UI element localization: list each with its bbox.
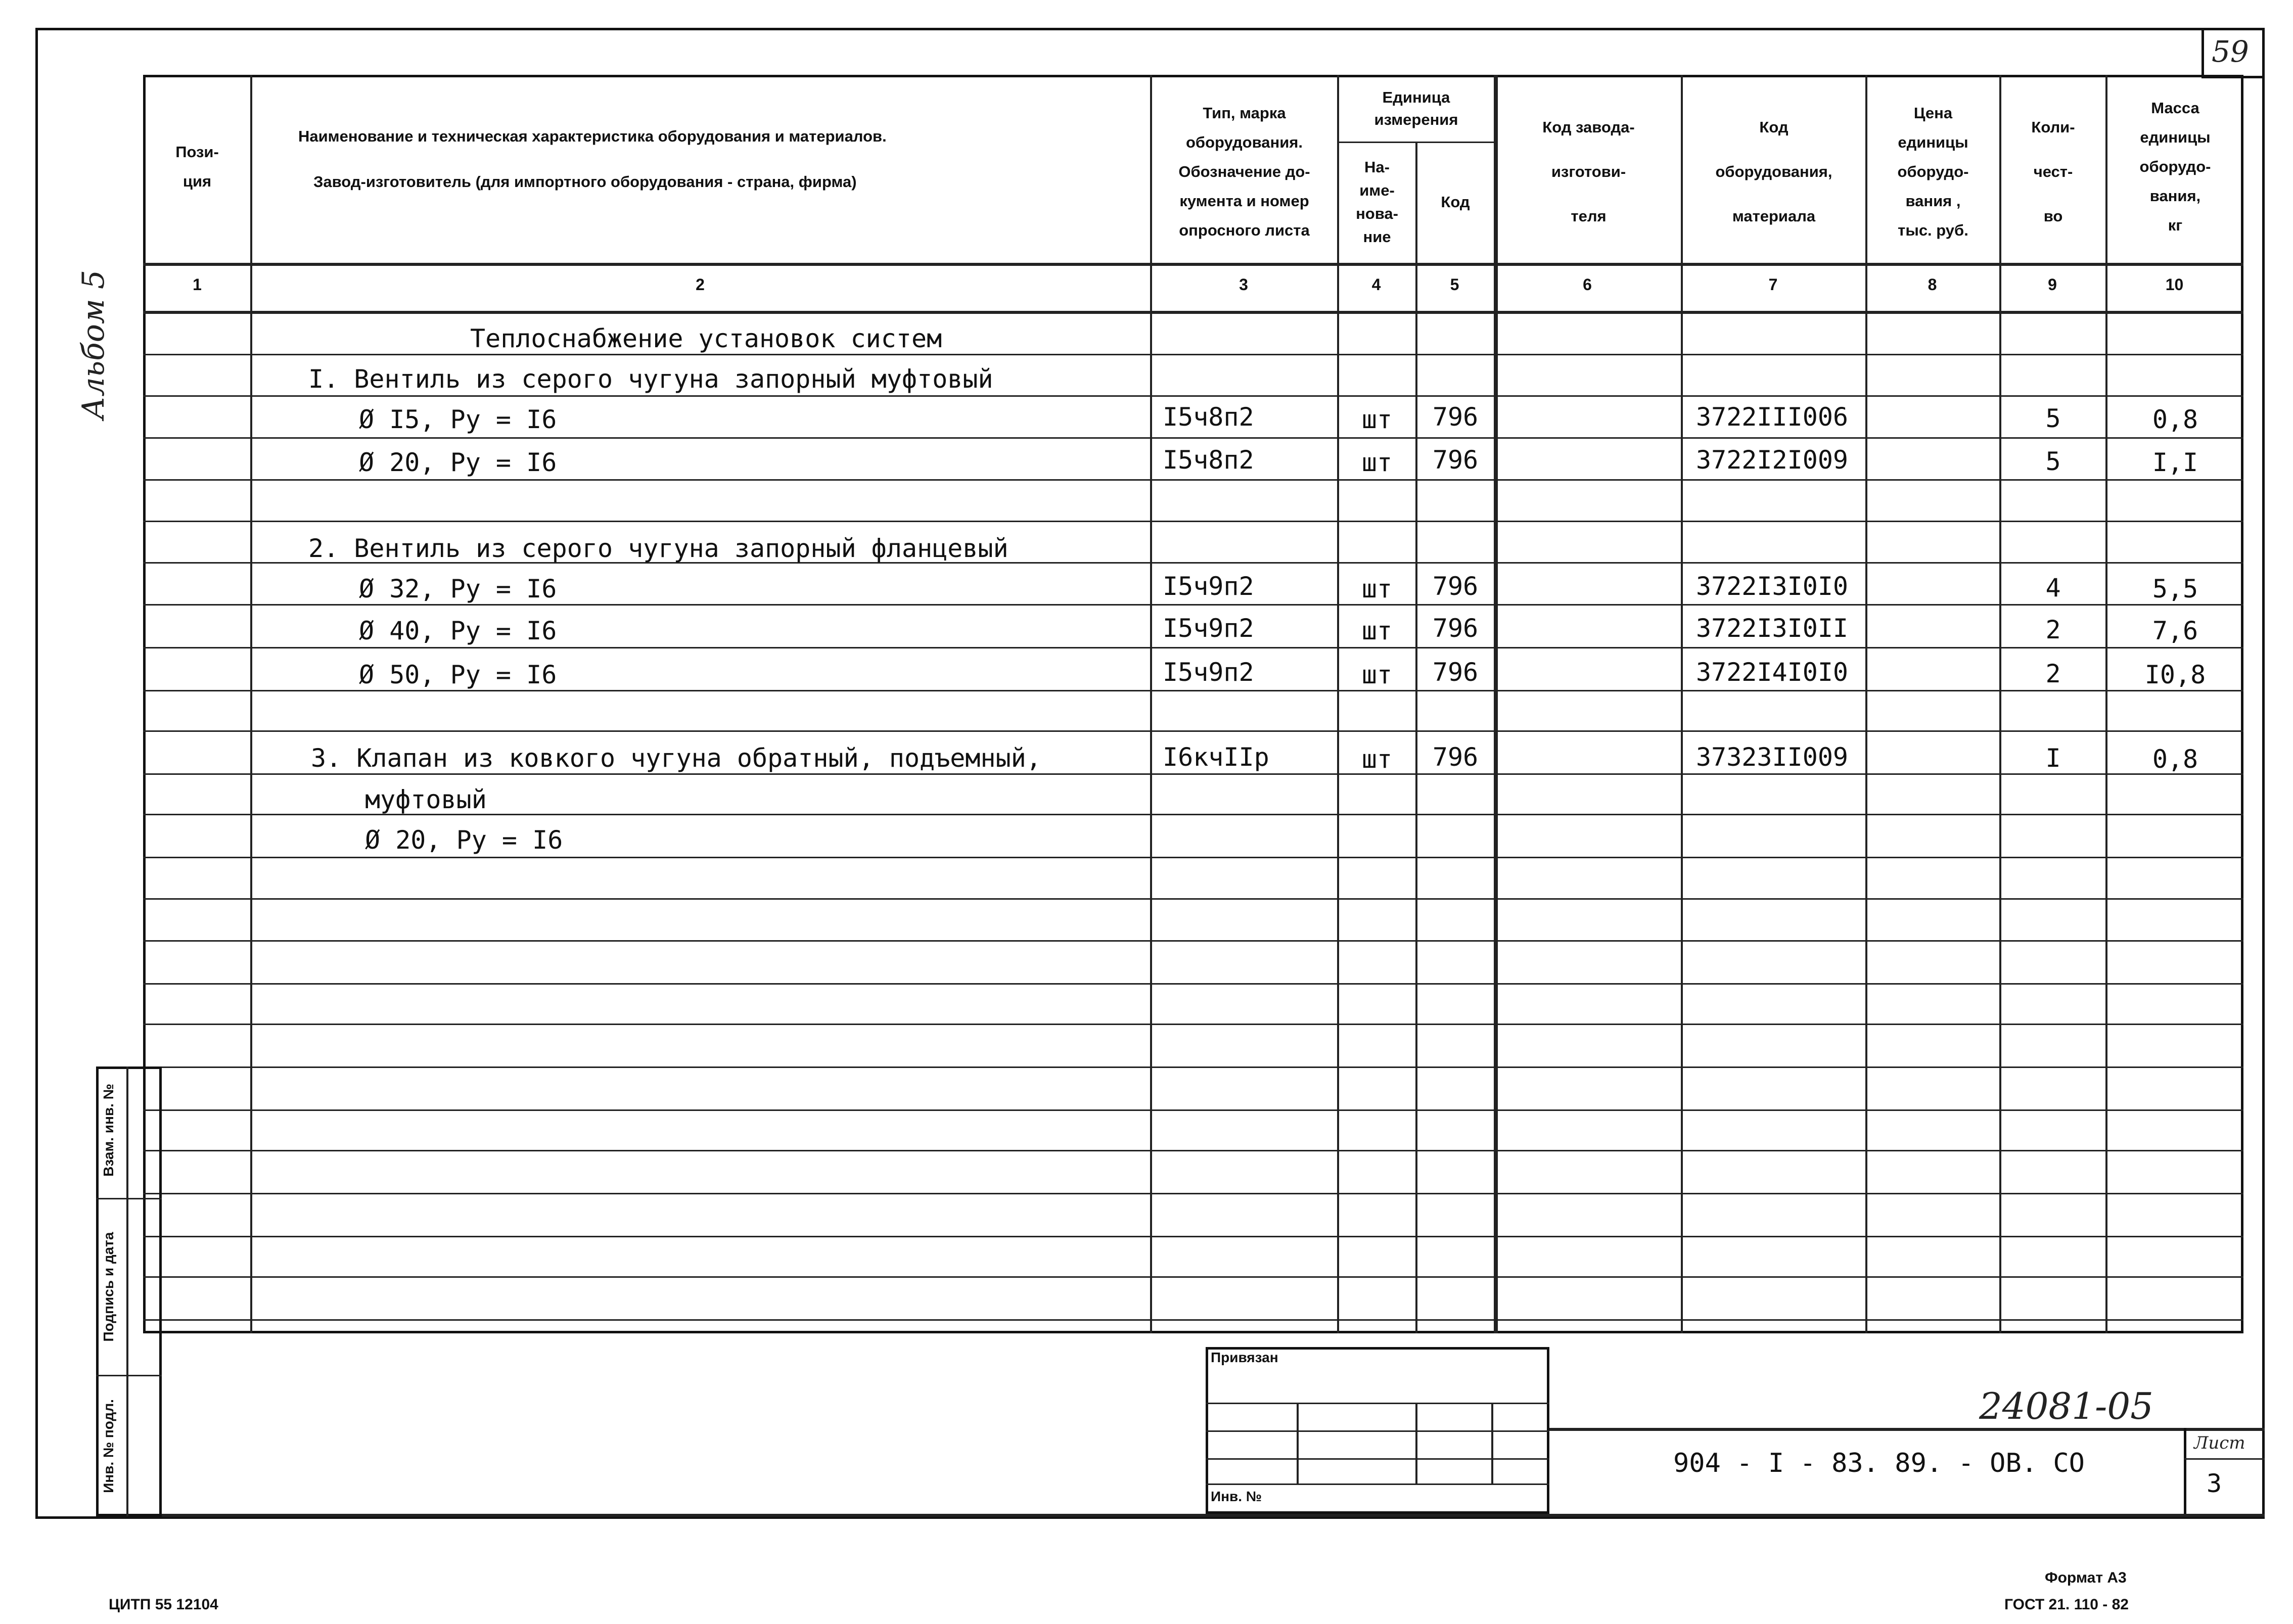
row-7-unit: шт — [1361, 616, 1393, 645]
row-2-equip-code: 3722III006 — [1696, 402, 1849, 432]
row-line-2 — [143, 437, 2243, 439]
row-line-6 — [143, 604, 2243, 606]
colnum-bottom-line — [143, 311, 2243, 314]
footer-left: ЦИТП 55 12104 — [109, 1596, 218, 1613]
colnum-1: 1 — [193, 275, 202, 294]
side-inv-podl-label: Инв. № подл. — [101, 1399, 116, 1493]
row-8-qty: 2 — [2045, 659, 2061, 688]
footer-format: Формат А3 — [2045, 1569, 2127, 1586]
privyazan-line-1 — [1206, 1403, 1549, 1404]
colnum-9: 9 — [2048, 275, 2057, 294]
row-line-21 — [143, 1236, 2243, 1237]
row-line-14 — [143, 940, 2243, 942]
col-line-2 — [1150, 75, 1152, 1333]
privyazan-vline-3 — [1491, 1403, 1493, 1483]
row-10-mass: 0,8 — [2152, 745, 2198, 774]
side-stamp-sep-1 — [96, 1198, 162, 1199]
list-label: Лист — [2194, 1433, 2245, 1453]
row-line-22 — [143, 1276, 2243, 1278]
row-6-code: 796 — [1432, 572, 1479, 601]
side-podpis-label: Подпись и дата — [101, 1232, 116, 1342]
list-value: 3 — [2206, 1469, 2222, 1498]
row-5-name: 2. Вентиль из серого чугуна запорный фланцевый — [308, 534, 1008, 563]
colnum-2: 2 — [696, 275, 705, 294]
row-2-qty: 5 — [2045, 404, 2061, 433]
row-6-name: Ø 32, Ру = I6 — [359, 574, 557, 604]
row-7-name: Ø 40, Ру = I6 — [359, 616, 557, 645]
colnum-10: 10 — [2165, 275, 2184, 294]
colnum-8: 8 — [1928, 275, 1937, 294]
row-2-name: Ø I5, Ру = I6 — [359, 405, 557, 434]
row-10-name: 3. Клапан из ковкого чугуна обратный, подъемный, — [311, 744, 1041, 773]
row-3-qty: 5 — [2045, 447, 2061, 476]
row-6-qty: 4 — [2045, 573, 2061, 602]
row-line-16 — [143, 1024, 2243, 1025]
title-block-top — [1549, 1428, 2265, 1431]
header-equip-code: Код оборудования, материала — [1715, 118, 1832, 225]
row-10-unit: шт — [1361, 745, 1393, 774]
privyazan-vline-2 — [1415, 1403, 1417, 1483]
row-line-23 — [143, 1319, 2243, 1321]
row-2-mass: 0,8 — [2152, 405, 2198, 434]
row-7-equip-code: 3722I3I0II — [1696, 614, 1849, 643]
col-line-8 — [1999, 75, 2001, 1333]
row-line-3 — [143, 479, 2243, 481]
header-name-line1: Наименование и техническая характеристика оборудования и материалов. — [298, 127, 887, 145]
side-vzam-label: Взам. инв. № — [101, 1084, 116, 1177]
row-7-qty: 2 — [2045, 615, 2061, 644]
header-maker-code: Код завода- изготови- теля — [1542, 118, 1635, 225]
list-box-divider — [2184, 1458, 2265, 1460]
header-mass: Масса единицы оборудо- вания, кг — [2139, 99, 2211, 234]
colnum-5: 5 — [1450, 275, 1459, 294]
row-7-code: 796 — [1432, 614, 1479, 643]
row-8-mass: I0,8 — [2144, 660, 2206, 689]
row-6-mass: 5,5 — [2152, 574, 2198, 604]
row-3-equip-code: 3722I2I009 — [1696, 445, 1849, 475]
side-stamp-sep-2 — [96, 1375, 162, 1376]
row-3-type: I5ч8п2 — [1163, 445, 1254, 475]
row-6-equip-code: 3722I3I0I0 — [1696, 572, 1849, 601]
header-price: Цена единицы оборудо- вания , тыс. руб. — [1897, 104, 1969, 239]
row-11-name: муфтовый — [365, 785, 487, 814]
row-6-type: I5ч9п2 — [1163, 572, 1254, 601]
header-position: Пози- ция — [175, 143, 219, 190]
header-unit-name: На- име- нова- ние — [1356, 158, 1398, 246]
row-10-code: 796 — [1432, 743, 1479, 772]
row-line-20 — [143, 1193, 2243, 1194]
unit-group-line — [1337, 142, 1494, 143]
row-line-8 — [143, 690, 2243, 691]
header-qty: Коли- чест- во — [2031, 118, 2075, 225]
privyazan-line-2 — [1206, 1430, 1549, 1432]
row-3-unit: шт — [1361, 448, 1393, 477]
row-line-7 — [143, 647, 2243, 648]
row-2-type: I5ч8п2 — [1163, 402, 1254, 432]
col-line-9 — [2105, 75, 2107, 1333]
col-line-5 — [1494, 75, 1498, 1333]
row-6-unit: шт — [1361, 574, 1393, 604]
row-line-1 — [143, 395, 2243, 397]
row-8-unit: шт — [1361, 660, 1393, 689]
row-10-qty: I — [2045, 744, 2061, 773]
row-line-13 — [143, 898, 2243, 900]
header-bottom-line — [143, 263, 2243, 266]
row-8-type: I5ч9п2 — [1163, 658, 1254, 687]
row-line-19 — [143, 1150, 2243, 1151]
inv-no-label: Инв. № — [1211, 1489, 1262, 1504]
row-3-code: 796 — [1432, 445, 1479, 475]
row-12-name: Ø 20, Ру = I6 — [365, 825, 563, 855]
row-2-unit: шт — [1361, 405, 1393, 434]
row-3-mass: I,I — [2152, 448, 2198, 477]
header-type: Тип, марка оборудования. Обозначение до- кумента и номер опросного листа — [1178, 104, 1310, 239]
row-line-0 — [143, 354, 2243, 355]
row-8-code: 796 — [1432, 658, 1479, 687]
row-10-equip-code: 37323II009 — [1696, 743, 1849, 772]
doc-code: 904 - I - 83. 89. - ОВ. СО — [1673, 1448, 2085, 1478]
row-line-10 — [143, 773, 2243, 775]
row-8-equip-code: 3722I4I0I0 — [1696, 658, 1849, 687]
album-label: Альбом 5 — [76, 269, 111, 420]
handwritten-number: 24081-05 — [1979, 1385, 2153, 1427]
colnum-4: 4 — [1371, 275, 1381, 294]
col-line-1 — [250, 75, 252, 1333]
row-7-type: I5ч9п2 — [1163, 614, 1254, 643]
row-7-mass: 7,6 — [2152, 616, 2198, 645]
row-line-15 — [143, 983, 2243, 985]
col-line-6 — [1681, 75, 1683, 1333]
row-1-name: I. Вентиль из серого чугуна запорный муфтовый — [308, 364, 993, 394]
header-name-line2: Завод-изготовитель (для импортного оборудования - страна, фирма) — [313, 173, 857, 191]
row-8-name: Ø 50, Ру = I6 — [359, 660, 557, 689]
header-unit-code: Код — [1441, 193, 1470, 211]
row-0-name: Теплоснабжение установок систем — [470, 324, 942, 353]
privyazan-vline-1 — [1297, 1403, 1299, 1483]
privyazan-line-4 — [1206, 1483, 1549, 1485]
stamp-area-bottom — [162, 1514, 2265, 1517]
row-line-4 — [143, 521, 2243, 522]
privyazan-line-3 — [1206, 1458, 1549, 1460]
header-unit-group: Единица измерения — [1374, 88, 1458, 128]
col-line-3 — [1337, 75, 1339, 1333]
colnum-7: 7 — [1768, 275, 1778, 294]
row-line-18 — [143, 1109, 2243, 1111]
sheet-number-top: 59 — [2212, 34, 2249, 69]
row-line-12 — [143, 857, 2243, 858]
col-line-7 — [1865, 75, 1867, 1333]
colnum-3: 3 — [1239, 275, 1248, 294]
footer-gost: ГОСТ 21. 110 - 82 — [2004, 1596, 2129, 1613]
row-line-9 — [143, 730, 2243, 732]
privyazan-label: Привязан — [1211, 1350, 1278, 1365]
row-line-17 — [143, 1066, 2243, 1068]
col-line-4 — [1415, 142, 1417, 1333]
side-stamp-divider — [126, 1066, 128, 1516]
colnum-6: 6 — [1583, 275, 1592, 294]
row-2-code: 796 — [1432, 402, 1479, 432]
row-3-name: Ø 20, Ру = I6 — [359, 448, 557, 477]
row-10-type: I6кчIIр — [1163, 743, 1269, 772]
